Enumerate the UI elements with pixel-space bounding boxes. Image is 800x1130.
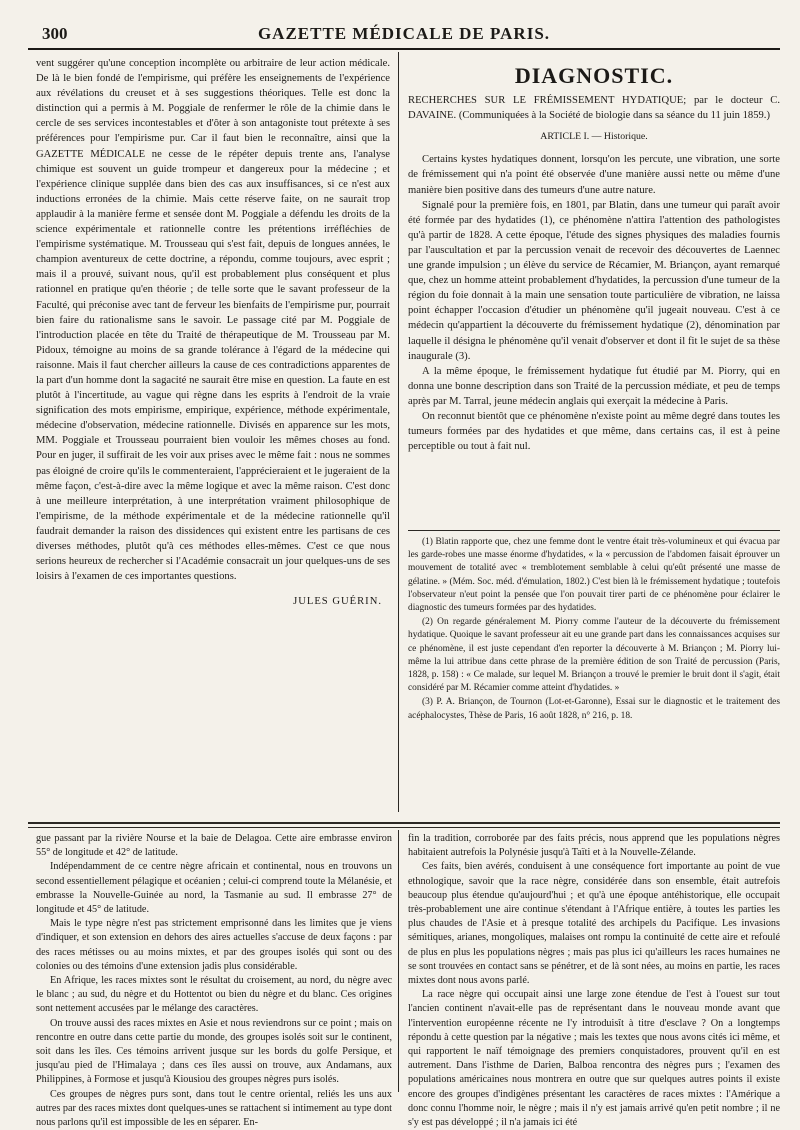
page-number: 300 [42, 24, 68, 43]
bottom-paragraph: On trouve aussi des races mixtes en Asie et nous reviendrons sur ce point ; mais on rencontre en outre dans cette partie du monde, des groupes isolés soit sur le continent, soit dans les îles. Ces témoins arrivent jusque sur les bords du golfe Persique, et jusqu'au pied de l'Himalaya ; dans ces îles aussi on trouve, aux Andamans, aux Philippines, à Formose et jusqu'à Kiousiou des groupes nègres purs isolés. [36, 1017, 392, 1086]
bottom-paragraph: Indépendamment de ce centre nègre africain et continental, nous en trouvons un second essentiellement pélagique et océanien ; celui-ci comprend toute la Mélanésie, et embrasse la Nouvelle-Guinée au nord, la Tasmanie au sud. Il embrasse 27° de longitude et 45° de latitude. [36, 861, 392, 916]
section-separator [28, 822, 780, 828]
article-subheading: ARTICLE I. — Historique. [540, 131, 648, 143]
left-paragraph: vent suggérer qu'une conception incomplète ou arbitraire de leur action médicale. De là le bien fondé de l'empirisme, qui préfère les enseignements de l'expérience aux révélations du creuset et à ses suggestions théoriques. Telle est donc la distinction qui a permis à M. Poggiale de renfermer le rôle de la chimie dans le cercle de ses services incontestables et d'ôter à son antagoniste tout prétexte à ses préférences pour l'empirisme pur. Car il faut bien le reconnaître, ainsi que la GAZETTE MÉDICALE ne cesse de le répéter depuis trente ans, l'analyse chimique est souvent un guide trompeur et dangereux pour la médecine ; et l'expérience clinique supplée dans bien des cas aux insuffisances, si ce n'est aux inductions erronées de la chimie. Mais cette réserve faite, on ne saurait trop applaudir à la manière ferme et sensée dont M. Poggiale a défendu les droits de la science expérimentale et rationnelle contre les prétentions irréfléchies de l'empirisme systématique. M. Trousseau qui s'est fait, depuis de longues années, le champion aventureux de cette doctrine, a répondu, comme toujours, avec esprit ; mais il a prouvé, suivant nous, qu'il est probablement plus conséquent et plus rationnel en pratique qu'en théorie ; de telle sorte que le savant professeur de la Faculté, qui préconise avec tant de ferveur les bienfaits de l'empirisme pur, pourrait bien faire du rationalisme sans le savoir. Le passage cité par M. Poggiale de l'introduction placée en tête du Traité de thérapeutique de M. Trousseau par M. Pidoux, témoigne au moins de sa grande tolérance à l'égard de la médecine qui raisonne. Mais il faut chercher ailleurs la cause de ces contradictions apparentes de la part d'un homme dont la sagacité ne saurait être mise en question. La faute en est plutôt à l'incertitude, au vague qui règne dans les esprits à l'endroit de la vraie signification des mots empirisme, empirique, expérience, méthode expérimentale, médecine d'observation, médecine rationnelle. Divisés en apparence sur les mots, MM. Poggiale et Trousseau pourraient bien vouloir les mêmes choses au fond. Pour en juger, il suffirait de les voir aux prises avec le même fait : nous ne sommes pas éloigné de croire qu'ils le commenteraient, l'apprécieraient et le jugeraient de la même façon, c'est-à-dire avec la même logique et avec la même raison. C'est donc à une meilleure interprétation, à une interprétation vraiment philosophique de l'empirisme, de la méthode expérimentale et de la médecine rationnelle qu'il faudrait demander la raison des dissidences qui existent entre les partisans de ces diverses méthodes, plutôt qu'à ces méthodes elles-mêmes. C'est ce que nous serions heureux de rechercher si l'Académie consacrait un jour quelques-uns de ses loisirs à l'examen de ces importantes questions. [36, 58, 390, 583]
footnotes [408, 536, 780, 794]
right-paragraph: Signalé pour la première fois, en 1801, par Blatin, dans une tumeur qui paraît avoir été formée par des hydatides (1), ce phénomène n'attira l'attention des pathologistes qu'à partir de 1828. A cette époque, l'étude des signes physiques des maladies fournis par l'auscultation et par la percussion venait de recevoir des découvertes de Laennec une grande impulsion ; un élève du service de Récamier, M. Briançon, ayant remarqué que, chez un homme atteint probablement d'hydatides, la percussion d'une tumeur de la région du foie donnait à la main une sensation toute particulière de vibration, ne laissa point échapper l'occasion d'étudier un phénomène qu'il jugeait nouveau. C'est à ce médecin qu'appartient la découverte du frémissement hydatique (2), dénomination par laquelle il désigna le phénomène qu'il venait d'observer et dont il fit le sujet de sa thèse inaugurale (3). [408, 199, 780, 362]
masthead-title: GAZETTE MÉDICALE DE PARIS. [257, 24, 551, 43]
bottom-paragraph: La race nègre qui occupait ainsi une large zone étendue de l'est à l'ouest sur tout l'ancien continent n'avait-elle pas de représentant dans le nouveau monde avant que l'intervention européenne récente ne l'y introduisît à titre d'esclave ? On a longtemps répondu à cette question par la négative ; mais les textes que nous avons cités ici même, et qui rapportent le naïf témoignage des premiers conquistadores, prouvent qu'il en est autrement. Dans l'isthme de Darien, Balboa rencontra des nègres purs ; l'examen des populations américaines nous montrera en outre que sur quelques autres points il existe encore des groupes d'indigènes présentant les caractères de races mixtes : l'Amérique a donc connu l'homme noir, le nègre ; mais il n'y est jamais arrivé qu'en petit nombre ; il ne s'y est pas développé ; il n'a jamais ici été [408, 989, 780, 1129]
bottom-paragraph: En Afrique, les races mixtes sont le résultat du croisement, au nord, du nègre avec le blanc ; au sud, du nègre et du Hottentot ou bien du nègre et du blanc. Ces origines sont nettement accusées par le mélange des caractères. [36, 975, 392, 1015]
footnote-rule [408, 530, 780, 531]
bottom-paragraph: fin la tradition, corroborée par des faits précis, nous apprend que les populations nègres habitaient autrefois la Polynésie jusqu'à Taïti et à la Nouvelle-Zélande. [408, 833, 780, 859]
bottom-right-column [408, 832, 780, 1129]
footnote: (3) P. A. Briançon, de Tournon (Lot-et-Garonne), Essai sur le diagnostic et le traitement des acéphalocystes, Thèse de Paris, 16 août 1828, n° 216, p. 18. [408, 697, 780, 721]
right-paragraph: Certains kystes hydatiques donnent, lorsqu'on les percute, une vibration, une sorte de frémissement qui n'a point été observée d'une manière aussi nette ou même d'une manière bien positive dans des tumeurs d'une autre nature. [408, 154, 780, 196]
bottom-column-divider [398, 830, 399, 1092]
section-title: DIAGNOSTIC. [514, 63, 674, 88]
author-signature: JULES GUÉRIN. [293, 596, 382, 608]
footnote: (2) On regarde généralement M. Piorry comme l'auteur de la découverte du frémissement hydatique. Quoique le savant professeur ait eu une grande part dans les connaissances acquises sur ce phénomène, il est juste cependant d'en reporter la découverte à M. Briançon ; M. Piorry lui-même la lui attribue dans cette phrase de la première édition de son Traité de percussion (Paris, 1828, p. 158) : « Ce malade, sur lequel M. Briançon a trouvé le premier le bruit dont il s'agit, était considéré par M. Récamier comme atteint d'hydatides. » [408, 617, 780, 694]
bottom-paragraph: Mais le type nègre n'est pas strictement emprisonné dans les limites que je viens d'indiquer, et son extension en dehors des aires actuelles s'accuse de deux façons : par des races métisses ou au moins mixtes, et par des groupes isolés qui sont ou des colonies ou des témoins d'une extension jadis plus considérable. [36, 918, 392, 972]
article-intro: RECHERCHES SUR LE FRÉMISSEMENT HYDATIQUE; par le docteur C. DAVAINE. (Communiquées à la Société de biologie dans sa séance du 11 juin 1859.) [408, 95, 780, 122]
page-header [28, 22, 780, 50]
footnote: (1) Blatin rapporte que, chez une femme dont le ventre était très-volumineux et qui évacua par les garde-robes une masse énorme d'hydatides, « la « percussion de l'abdomen faisait éprouver un mouvement de totalité avec « tremblotement semblable à celui qu'eût présenté une masse de gélatine. » (Mém. Soc. méd. d'émulation, 1802.) C'est bien là le frémissement hydatique ; toutefois l'observateur n'eut point la pensée que l'on pouvait tirer parti de ce phénomène pour éclairer le diagnostic des tumeurs formées par des hydatides. [408, 537, 780, 614]
bottom-left-column [36, 832, 392, 1129]
right-paragraph: A la même époque, le frémissement hydatique fut étudié par M. Piorry, qui en donna une bonne description dans son Traité de la percussion médiate, et peu de temps après par M. Tarral, jeune médecin anglais qui exerçait la médecine à Paris. [408, 365, 780, 407]
right-column-article [408, 56, 780, 524]
bottom-paragraph: Ces groupes de nègres purs sont, dans tout le centre oriental, reliés les uns aux autres par des races mixtes dont quelques-unes se rattachent si intimement au type dont nous parlons qu'il est impossible de les en séparer. En- [36, 1088, 392, 1129]
bottom-paragraph: Ces faits, bien avérés, conduisent à une conséquence fort importante au point de vue ethnologique, savoir que la race nègre, considérée dans son ensemble, était autrefois beaucoup plus étendue qu'aujourd'hui ; et qu'à une époque antéhistorique, elle occupait très-probablement une aire continue s'étendant à l'Afrique entière, à toutes les parties les plus chaudes de l'Asie et à presque totalité des archipels du Pacifique. Les invasions sémitiques, arianes, mongoliques, malaises ont rompu la continuité de cette aire et refoulé de plus en plus les populations nègres ; mais pas plus ici qu'ailleurs les races humaines ne se sont trouvées en contact sans se pénétrer, et de là sont nées, au moins en partie, les races mixtes dont nous avons parlé. [408, 861, 780, 987]
right-paragraph: On reconnut bientôt que ce phénomène n'existe point au même degré dans toutes les tumeurs formées par des hydatides et que même, dans certains cas, il est à peine perceptible ou tout à fait nul. [408, 410, 780, 453]
column-divider [398, 52, 399, 812]
bottom-paragraph: gue passant par la rivière Nourse et la baie de Delagoa. Cette aire embrasse environ 55° de longitude et 42° de latitude. [36, 833, 392, 859]
left-column-article [36, 56, 390, 656]
